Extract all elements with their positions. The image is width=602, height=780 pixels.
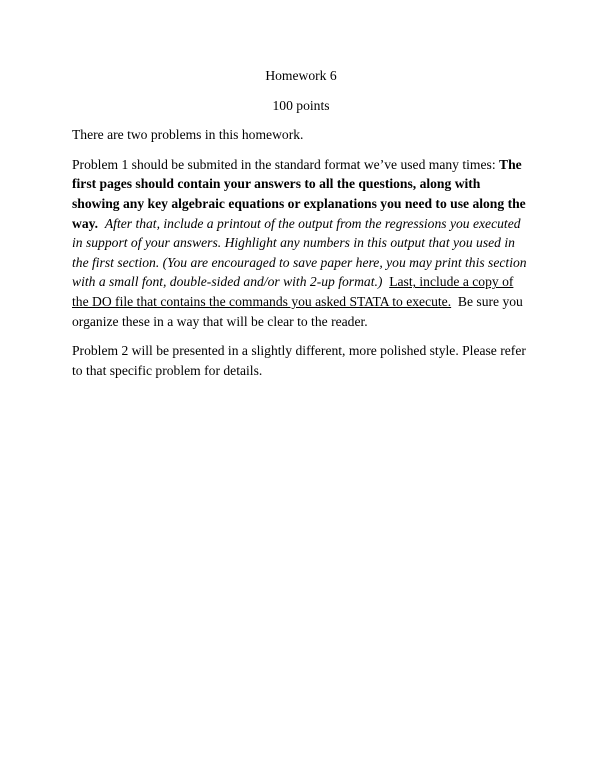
problem2-paragraph: Problem 2 will be presented in a slightly different, more polished style. Please refer to that specific problem for details. [72,343,526,378]
problem1-text-bold: The first pages should contain your answers to all the questions, along with showing any key algebraic equations or explanations you need to use along the way. [72,156,526,231]
document-page [72,66,530,390]
problem1-text-normal: Problem 1 should be submited in the standard format we’ve used many times: [72,156,499,172]
problem1-paragraph [72,155,530,331]
problem1-text-italic: After that, include a printout of the output from the regressions you executed in support of your answers. Highlight any numbers in this output that you used in the first section. (You are encouraged to save paper here, you may print this section with a small font, double-sided and/or with 2-up format.) [72,215,527,290]
problem1-text-underlined: Last, include a copy of the DO file that contains the commands you asked STATA to execute. [72,274,514,309]
problem1-text-closing: Be sure you organize these in a way that will be clear to the reader. [72,293,523,329]
intro-paragraph: There are two problems in this homework. [72,127,304,143]
document-points: 100 points [272,97,330,113]
document-title: Homework 6 [265,68,337,83]
